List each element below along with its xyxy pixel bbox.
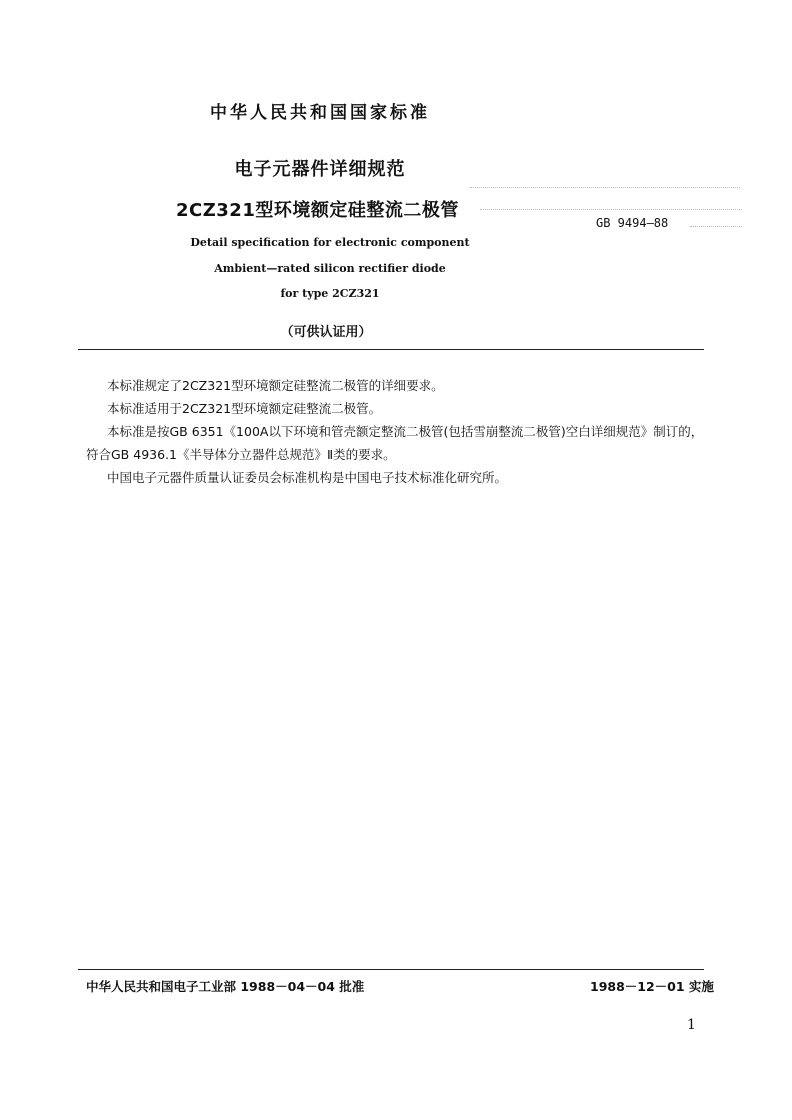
national-standard-heading: 中华人民共和国国家标准 <box>210 103 430 123</box>
english-title-line1: Detail specification for electronic component <box>190 236 470 249</box>
page-number: 1 <box>687 1017 696 1033</box>
approval-line: 中华人民共和国电子工业部 1988－04－04 批准 <box>86 979 365 994</box>
english-title-line2: Ambient—rated silicon rectifier diode <box>214 262 446 275</box>
dotted-guide-line <box>470 187 740 188</box>
footer-divider <box>78 969 704 970</box>
document-title-line2: 2CZ321型环境额定硅整流二极管 <box>176 200 459 221</box>
body-paragraph: 本标准适用于2CZ321型环境额定硅整流二极管。 <box>107 401 382 416</box>
implementation-date: 1988－12－01 实施 <box>590 979 714 994</box>
body-text <box>86 374 706 489</box>
dotted-guide-line <box>690 226 742 227</box>
body-paragraph: 本标准是按GB 6351《100A以下环境和管壳额定整流二极管(包括雪崩整流二极管)空白详细规范》制订的，符合GB 4936.1《半导体分立器件总规范》Ⅱ类的要求。 <box>86 424 704 462</box>
certification-note: （可供认证用） <box>280 325 372 340</box>
document-title-line1: 电子元器件详细规范 <box>234 159 406 180</box>
header-divider <box>78 349 704 350</box>
body-paragraph: 本标准规定了2CZ321型环境额定硅整流二极管的详细要求。 <box>107 378 444 393</box>
english-title-line3: for type 2CZ321 <box>280 287 380 300</box>
dotted-guide-line <box>480 209 742 210</box>
body-paragraph: 中国电子元器件质量认证委员会标准机构是中国电子技术标准化研究所。 <box>107 470 508 485</box>
standard-number: GB 9494—88 <box>596 216 669 230</box>
